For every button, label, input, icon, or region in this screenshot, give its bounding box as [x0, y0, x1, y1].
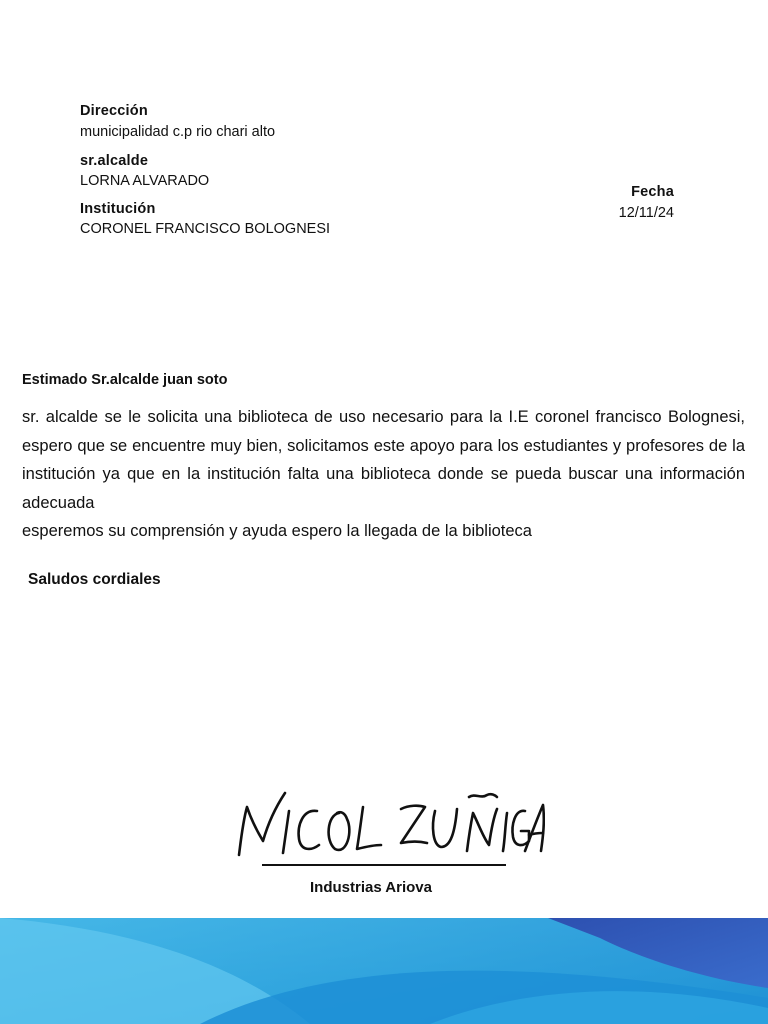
handwritten-signature	[225, 785, 545, 867]
institucion-value: CORONEL FRANCISCO BOLOGNESI	[80, 221, 331, 237]
letter-paragraph-2: esperemos su comprensión y ayuda espero la llegada de la biblioteca	[22, 522, 532, 540]
alcalde-label: sr.alcalde	[80, 153, 149, 169]
letter-closing: Saludos cordiales	[28, 571, 161, 588]
letter-body	[22, 403, 745, 546]
date-label: Fecha	[631, 184, 674, 200]
direccion-value: municipalidad c.p rio chari alto	[80, 124, 276, 140]
institucion-label: Institución	[80, 201, 156, 217]
company-name: Industrias Ariova	[310, 879, 432, 896]
signature-line	[262, 864, 506, 866]
alcalde-value: LORNA ALVARADO	[80, 173, 210, 189]
direccion-label: Dirección	[80, 103, 148, 119]
footer-wave-band	[0, 918, 768, 1024]
letter-greeting: Estimado Sr.alcalde juan soto	[22, 372, 228, 388]
date-value: 12/11/24	[618, 205, 674, 221]
letter-paragraph-1: sr. alcalde se le solicita una biblioteca de uso necesario para la I.E coronel francisco Bolognesi, espero que se encuentre muy bien, solicitamos este apoyo para los estudiantes y profesores de la institución ya que en la institución falta una biblioteca donde se pueda buscar una información adecuada	[22, 408, 745, 512]
